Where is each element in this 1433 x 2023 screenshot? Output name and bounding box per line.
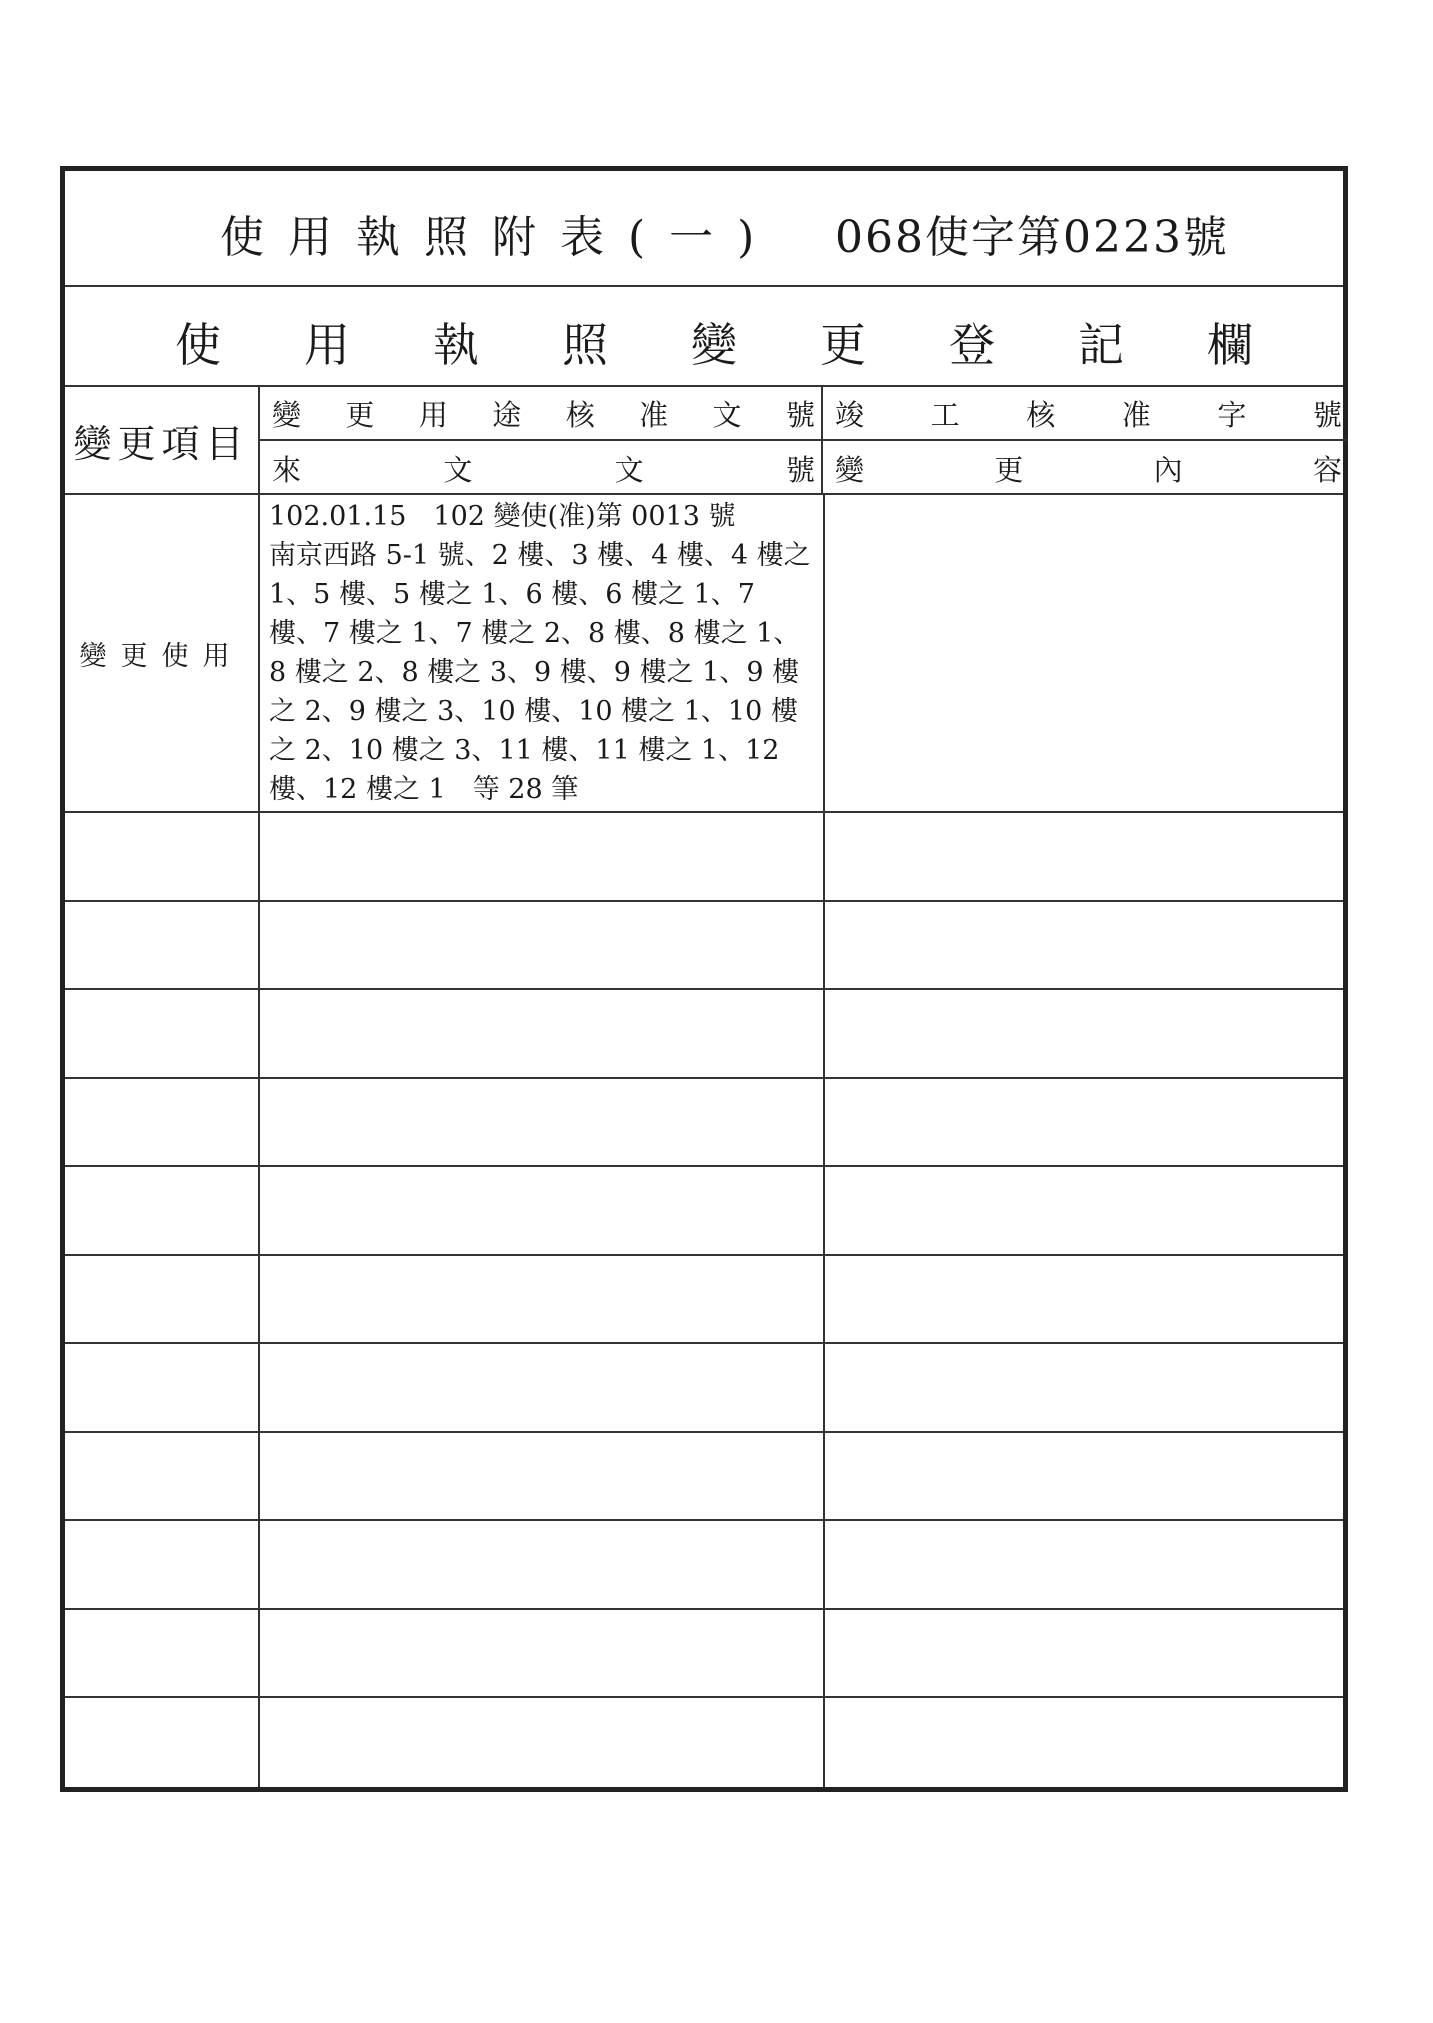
column-divider [823, 1610, 825, 1697]
header-completion-approval-no [823, 387, 1348, 441]
empty-row [65, 902, 1343, 991]
column-divider [823, 1433, 825, 1520]
subtitle-char: 用 [304, 318, 350, 372]
column-divider [823, 1256, 825, 1343]
subtitle-char: 記 [1078, 318, 1124, 372]
column-divider [258, 902, 260, 989]
empty-row [65, 1256, 1343, 1345]
column-divider [823, 813, 825, 900]
empty-rows [65, 813, 1343, 1787]
header-char: 號 [1312, 397, 1342, 432]
empty-row [65, 990, 1343, 1079]
title-row [65, 171, 1343, 287]
header-char: 字 [1217, 397, 1247, 432]
column-divider [258, 1079, 260, 1166]
header-char: 准 [1121, 397, 1151, 432]
column-divider [823, 990, 825, 1077]
header-char: 核 [565, 397, 595, 432]
header-char: 來 [272, 452, 302, 487]
column-divider [258, 1521, 260, 1608]
entry-row [65, 495, 1343, 813]
subtitle-char: 更 [820, 318, 866, 372]
entry-address-line: 南京西路 5-1 號、2 樓、3 樓、4 樓、4 樓之 1、5 樓、5 樓之 1、6 樓、6 樓之 1、7 樓、7 樓之 1、7 樓之 2、8 樓、8 樓之 1、8 樓之 2、8 樓之 3、9 樓、9 樓之 1、9 樓之 2、9 樓之 3、10 樓、10 樓之 1、10 樓之 2、10 樓之 3、11 樓、11 樓之 1、12 樓、12 樓之 1 等 28 筆 [269, 540, 811, 805]
column-divider [823, 1698, 825, 1787]
column-divider [823, 1521, 825, 1608]
column-divider [823, 1344, 825, 1431]
subtitle-char: 登 [949, 318, 995, 372]
header-char: 工 [930, 397, 960, 432]
subtitle-char: 欄 [1207, 318, 1253, 372]
header-char: 途 [492, 397, 522, 432]
empty-row [65, 1521, 1343, 1610]
entry-detail [269, 497, 817, 809]
subtitle [175, 309, 1253, 375]
header-char: 更 [994, 452, 1024, 487]
permit-number: 068使字第0223號 [835, 212, 1229, 263]
header-incoming-doc-no [260, 441, 823, 495]
column-divider [258, 1433, 260, 1520]
header-char: 文 [712, 397, 742, 432]
column-divider [258, 813, 260, 900]
subtitle-char: 變 [691, 318, 737, 372]
column-divider [823, 1079, 825, 1166]
column-divider [823, 902, 825, 989]
column-divider [258, 1167, 260, 1254]
header-approval-doc-no [260, 387, 823, 441]
subtitle-char: 執 [433, 318, 479, 372]
header-char: 變 [272, 397, 302, 432]
header-char: 更 [345, 397, 375, 432]
column-divider [258, 1698, 260, 1787]
column-divider [258, 990, 260, 1077]
header-char: 准 [639, 397, 669, 432]
empty-row [65, 813, 1343, 902]
header-char: 號 [785, 452, 815, 487]
column-header [65, 387, 1343, 495]
column-divider [823, 495, 825, 811]
column-divider [258, 1610, 260, 1697]
empty-row [65, 1610, 1343, 1699]
header-char: 文 [614, 452, 644, 487]
header-char: 號 [785, 397, 815, 432]
form-title: 使用執照附表(一) [220, 212, 779, 263]
subtitle-char: 照 [562, 318, 608, 372]
header-char: 用 [418, 397, 448, 432]
registration-form [60, 166, 1348, 1792]
subtitle-char: 使 [175, 318, 221, 372]
empty-row [65, 1433, 1343, 1522]
column-divider [258, 1256, 260, 1343]
empty-row [65, 1079, 1343, 1168]
header-char: 變 [835, 452, 865, 487]
empty-row [65, 1167, 1343, 1256]
empty-row [65, 1698, 1343, 1787]
subtitle-row [65, 287, 1343, 387]
entry-doc-line: 102.01.15 102 變使(准)第 0013 號 [269, 501, 736, 532]
column-divider [258, 1344, 260, 1431]
header-char: 核 [1026, 397, 1056, 432]
header-change-item: 變更項目 [65, 387, 260, 493]
header-char: 內 [1153, 452, 1183, 487]
header-char: 文 [443, 452, 473, 487]
header-change-content [823, 441, 1348, 495]
entry-item: 變更使用 [65, 495, 260, 811]
header-char: 竣 [835, 397, 865, 432]
empty-row [65, 1344, 1343, 1433]
column-divider [823, 1167, 825, 1254]
header-char: 容 [1312, 452, 1342, 487]
